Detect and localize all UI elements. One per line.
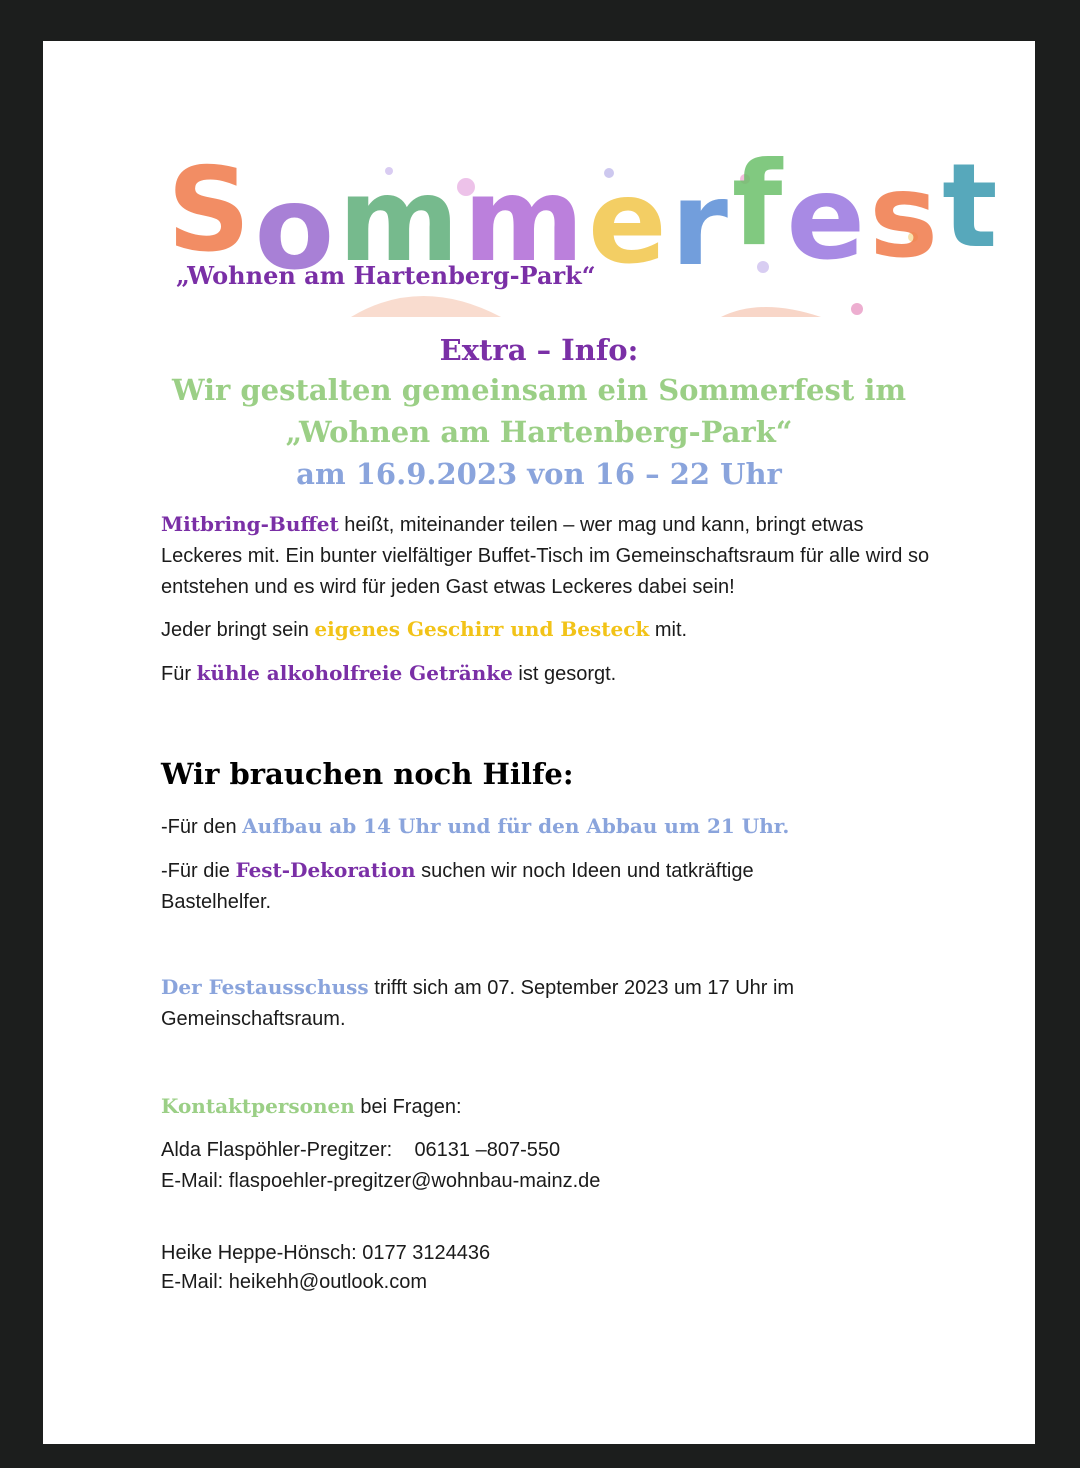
help-item2-post: suchen wir noch Ideen und tatkräftige Bastelhelfer.	[161, 860, 754, 913]
buffet-paragraph	[161, 509, 931, 603]
dishes-pre: Jeder bringt sein	[161, 619, 315, 641]
banner-letter: f	[731, 137, 787, 272]
banner-letter: r	[670, 157, 732, 292]
banner-subtitle: „Wohnen am Hartenberg-Park“	[176, 261, 596, 290]
contact-person-2: Heike Heppe-Hönsch: 0177 3124436	[161, 1242, 491, 1264]
drinks-paragraph	[161, 658, 931, 690]
contacts-highlight: Kontaktpersonen	[161, 1094, 355, 1118]
committee-highlight: Der Festausschuss	[161, 975, 369, 999]
buffet-highlight: Mitbring-Buffet	[161, 512, 339, 536]
banner-letter: s	[869, 149, 943, 284]
document-page	[43, 41, 1035, 1444]
headline-extra-info: Extra – Info:	[439, 333, 639, 367]
help-item2-highlight: Fest-Dekoration	[235, 858, 416, 882]
headline-location: „Wohnen am Hartenberg-Park“	[285, 415, 793, 449]
dishes-paragraph	[161, 614, 931, 646]
committee-text: trifft sich am 07. September 2023 um 17 Uhr im Gemeinschaftsraum.	[161, 977, 795, 1030]
committee-paragraph	[161, 972, 861, 1035]
help-item1-highlight: Aufbau ab 14 Uhr und für den Abbau um 21 Uhr.	[242, 814, 790, 838]
headline-event: Wir gestalten gemeinsam ein Sommerfest im	[171, 373, 907, 407]
buffet-text: heißt, miteinander teilen – wer mag und kann, bringt etwas Leckeres mit. Ein bunter vielfältiger Buffet-Tisch im Gemeinschaftsraum für alle wird so entstehen und es wird für jeden Gast etwas Leckeres dabei sein!	[161, 514, 930, 598]
drinks-highlight: kühle alkoholfreie Getränke	[196, 661, 513, 685]
banner-letter: t	[942, 139, 1002, 274]
help-item-decoration	[161, 855, 821, 918]
help-item-setup	[161, 811, 931, 843]
banner-letter: m	[338, 153, 464, 288]
contact-person-1-email[interactable]: E-Mail: flaspoehler-pregitzer@wohnbau-mainz.de	[161, 1170, 601, 1192]
banner-letter: o	[254, 161, 339, 296]
sommerfest-banner	[161, 137, 1002, 317]
contacts-text: bei Fragen:	[354, 1096, 462, 1118]
contacts-heading	[161, 1091, 931, 1123]
dishes-highlight: eigenes Geschirr und Besteck	[314, 617, 650, 641]
drinks-pre: Für	[161, 663, 197, 685]
headline-date: am 16.9.2023 von 16 – 22 Uhr	[296, 457, 782, 491]
help-heading: Wir brauchen noch Hilfe:	[161, 757, 574, 791]
drinks-post: ist gesorgt.	[512, 663, 617, 685]
contact-person-1: Alda Flaspöhler-Pregitzer: 06131 –807-550	[161, 1139, 561, 1161]
banner-letter: e	[588, 155, 671, 290]
banner-letter: e	[786, 151, 870, 286]
banner-letter: m	[463, 153, 588, 288]
help-item2-pre: -Für die	[161, 860, 236, 882]
help-item1-pre: -Für den	[161, 816, 243, 838]
dishes-post: mit.	[649, 619, 688, 641]
contact-person-2-email[interactable]: E-Mail: heikehh@outlook.com	[161, 1271, 427, 1293]
banner-letter: S	[167, 143, 255, 278]
banner-title	[167, 137, 1002, 296]
